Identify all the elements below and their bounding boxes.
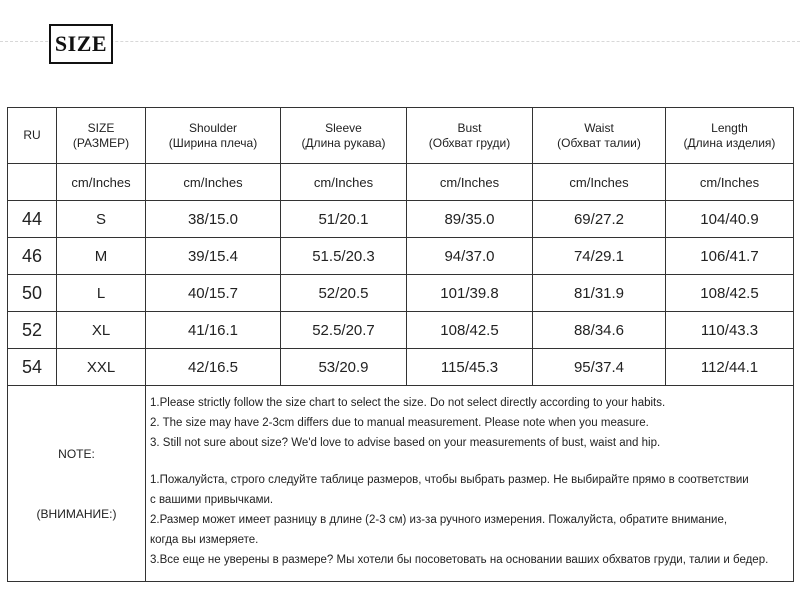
- note-ru-1: 1.Пожалуйста, строго следуйте таблице размеров, чтобы выбрать размер. Не выбирайте прямо в соответствии: [150, 474, 749, 487]
- notes-row: [8, 386, 794, 582]
- note-label: NOTE:: [58, 446, 95, 461]
- unit-cell: cm/Inches: [407, 164, 533, 201]
- bust-cell: 115/45.3: [407, 349, 533, 386]
- header-length: Length (Длина изделия): [666, 108, 794, 164]
- note-en-2: 2. The size may have 2-3cm differs due to manual measurement. Please note when you measure.: [150, 416, 649, 429]
- table-row: [8, 312, 794, 349]
- header-bust: Bust (Обхват груди): [407, 108, 533, 164]
- header-size: SIZE (РАЗМЕР): [57, 108, 146, 164]
- note-ru-1-cont: с вашими привычками.: [150, 494, 274, 507]
- shoulder-cell: 39/15.4: [146, 238, 281, 275]
- ru-size-cell: 44: [8, 201, 57, 238]
- sleeve-cell: 52.5/20.7: [281, 312, 407, 349]
- unit-row: [8, 164, 794, 201]
- unit-cell: cm/Inches: [281, 164, 407, 201]
- shoulder-cell: 42/16.5: [146, 349, 281, 386]
- note-ru-3: 3.Все еще не уверены в размере? Мы хотели бы посоветовать на основании ваших обхватов груди, талии и бедер.: [150, 553, 769, 566]
- note-ru-2: 2.Размер может имеет разницу в длине (2-3 см) из-за ручного измерения. Пожалуйста, обратите внимание,: [150, 513, 728, 526]
- waist-cell: 88/34.6: [533, 312, 666, 349]
- table-row: [8, 201, 794, 238]
- length-cell: 110/43.3: [666, 312, 794, 349]
- unit-cell: [8, 164, 57, 201]
- header-waist: Waist (Обхват талии): [533, 108, 666, 164]
- ru-size-cell: 50: [8, 275, 57, 312]
- ru-size-cell: 54: [8, 349, 57, 386]
- table-row: [8, 349, 794, 386]
- letter-size-cell: S: [57, 201, 146, 238]
- notes-cell: [146, 386, 794, 582]
- bust-cell: 89/35.0: [407, 201, 533, 238]
- sleeve-cell: 51/20.1: [281, 201, 407, 238]
- header-shoulder: Shoulder (Ширина плеча): [146, 108, 281, 164]
- note-ru-2-cont: когда вы измеряете.: [150, 533, 259, 546]
- header-divider: [0, 41, 800, 42]
- bust-cell: 108/42.5: [407, 312, 533, 349]
- sleeve-cell: 53/20.9: [281, 349, 407, 386]
- header-sleeve: Sleeve (Длина рукава): [281, 108, 407, 164]
- waist-cell: 69/27.2: [533, 201, 666, 238]
- letter-size-cell: XXL: [57, 349, 146, 386]
- unit-cell: cm/Inches: [57, 164, 146, 201]
- size-title: SIZE: [49, 24, 113, 64]
- letter-size-cell: XL: [57, 312, 146, 349]
- length-cell: 108/42.5: [666, 275, 794, 312]
- note-label-cell: [8, 386, 146, 582]
- length-cell: 104/40.9: [666, 201, 794, 238]
- size-chart-table: [7, 107, 794, 582]
- header-row: [8, 108, 794, 164]
- letter-size-cell: L: [57, 275, 146, 312]
- sleeve-cell: 52/20.5: [281, 275, 407, 312]
- ru-size-cell: 46: [8, 238, 57, 275]
- letter-size-cell: M: [57, 238, 146, 275]
- waist-cell: 95/37.4: [533, 349, 666, 386]
- sleeve-cell: 51.5/20.3: [281, 238, 407, 275]
- note-en-1: 1.Please strictly follow the size chart to select the size. Do not select directly according to your habits.: [150, 397, 666, 409]
- length-cell: 106/41.7: [666, 238, 794, 275]
- unit-cell: cm/Inches: [666, 164, 794, 201]
- note-label-ru: (ВНИМАНИЕ:): [36, 506, 117, 521]
- table-row: [8, 275, 794, 312]
- unit-cell: cm/Inches: [533, 164, 666, 201]
- shoulder-cell: 40/15.7: [146, 275, 281, 312]
- shoulder-cell: 38/15.0: [146, 201, 281, 238]
- ru-size-cell: 52: [8, 312, 57, 349]
- waist-cell: 81/31.9: [533, 275, 666, 312]
- note-en-3: 3. Still not sure about size? We'd love to advise based on your measurements of bust, waist and hip.: [150, 436, 661, 449]
- table-row: [8, 238, 794, 275]
- bust-cell: 101/39.8: [407, 275, 533, 312]
- header-ru: RU: [8, 108, 57, 164]
- length-cell: 112/44.1: [666, 349, 794, 386]
- unit-cell: cm/Inches: [146, 164, 281, 201]
- bust-cell: 94/37.0: [407, 238, 533, 275]
- shoulder-cell: 41/16.1: [146, 312, 281, 349]
- waist-cell: 74/29.1: [533, 238, 666, 275]
